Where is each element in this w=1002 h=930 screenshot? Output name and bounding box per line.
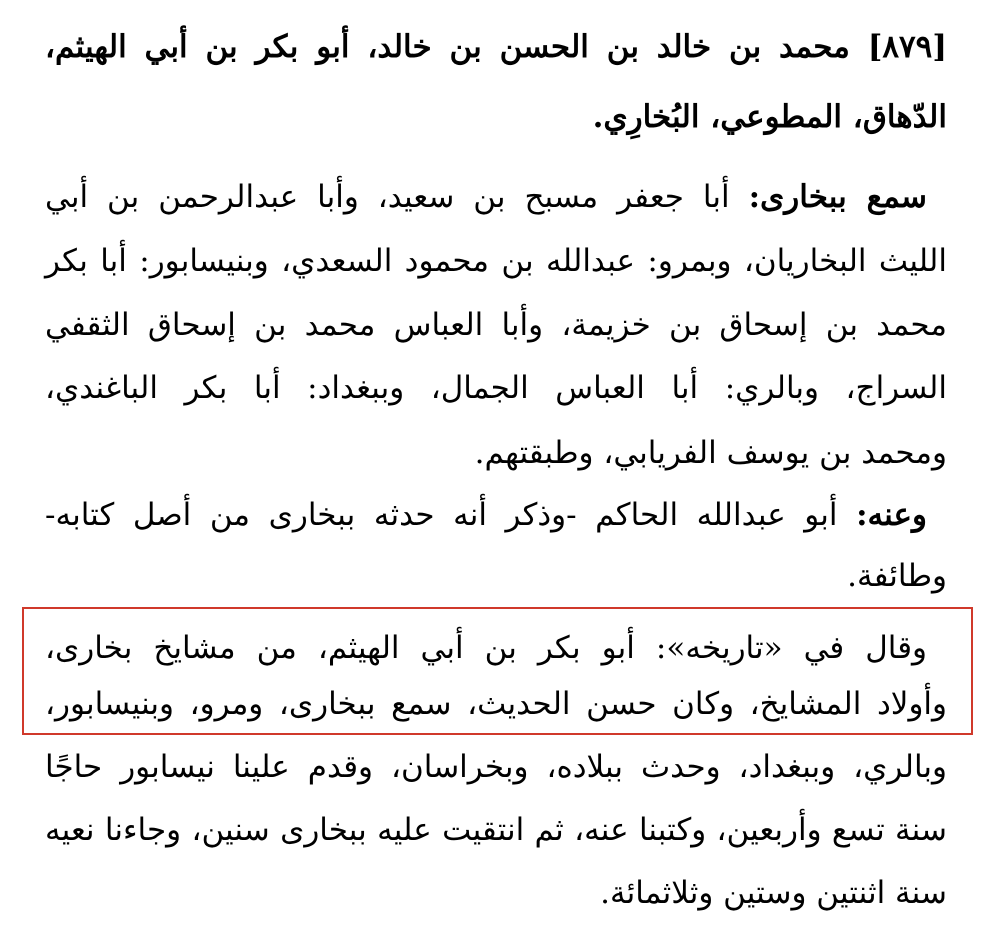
paragraph-3-line-2: وأولاد المشايخ، وكان حسن الحديث، سمع ببخارى، ومرو، وبنيسابور، (45, 686, 947, 722)
paragraph-3-line-1: وقال في «تاريخه»: أبو بكر بن أبي الهيثم، من مشايخ بخارى، (45, 630, 927, 666)
paragraph-1-line-3: محمد بن إسحاق بن خزيمة، وأبا العباس محمد بن إسحاق الثقفي (45, 307, 947, 343)
paragraph-2-line-1 (45, 490, 927, 540)
paragraph-3-line-3: وبالري، وببغداد، وحدث ببلاده، وبخراسان، وقدم علينا نيسابور حاجًا (45, 749, 947, 785)
paragraph-1-line-4: السراج، وبالري: أبا العباس الجمال، وببغداد: أبا بكر الباغندي، (45, 370, 947, 406)
entry-header-line-2: الدّهاق، المطوعي، البُخارِي. (592, 99, 947, 135)
paragraph-3-line-5: سنة اثنتين وستين وثلاثمائة. (600, 875, 947, 911)
paragraph-2-lead: وعنه: (856, 497, 927, 533)
paragraph-3-line-4: سنة تسع وأربعين، وكتبنا عنه، ثم انتقيت عليه ببخارى سنين، وجاءنا نعيه (45, 812, 947, 848)
paragraph-1-line-1 (45, 172, 927, 222)
paragraph-1-lead: سمع ببخارى: (748, 179, 927, 215)
entry-header-line-1: [٨٧٩] محمد بن خالد بن الحسن بن خالد، أبو بكر بن أبي الهيثم، (45, 29, 947, 65)
paragraph-2-line-2: وطائفة. (847, 558, 947, 594)
paragraph-1-line-5: ومحمد بن يوسف الفريابي، وطبقتهم. (474, 435, 947, 471)
paragraph-1-line-2: الليث البخاريان، وبمرو: عبدالله بن محمود السعدي، وبنيسابور: أبا بكر (45, 243, 947, 279)
paragraph-2-line-1-text: أبو عبدالله الحاكم -وذكر أنه حدثه ببخارى من أصل كتابه- (45, 497, 857, 533)
paragraph-1-line-1-text: أبا جعفر مسبح بن سعيد، وأبا عبدالرحمن بن أبي (45, 179, 749, 215)
